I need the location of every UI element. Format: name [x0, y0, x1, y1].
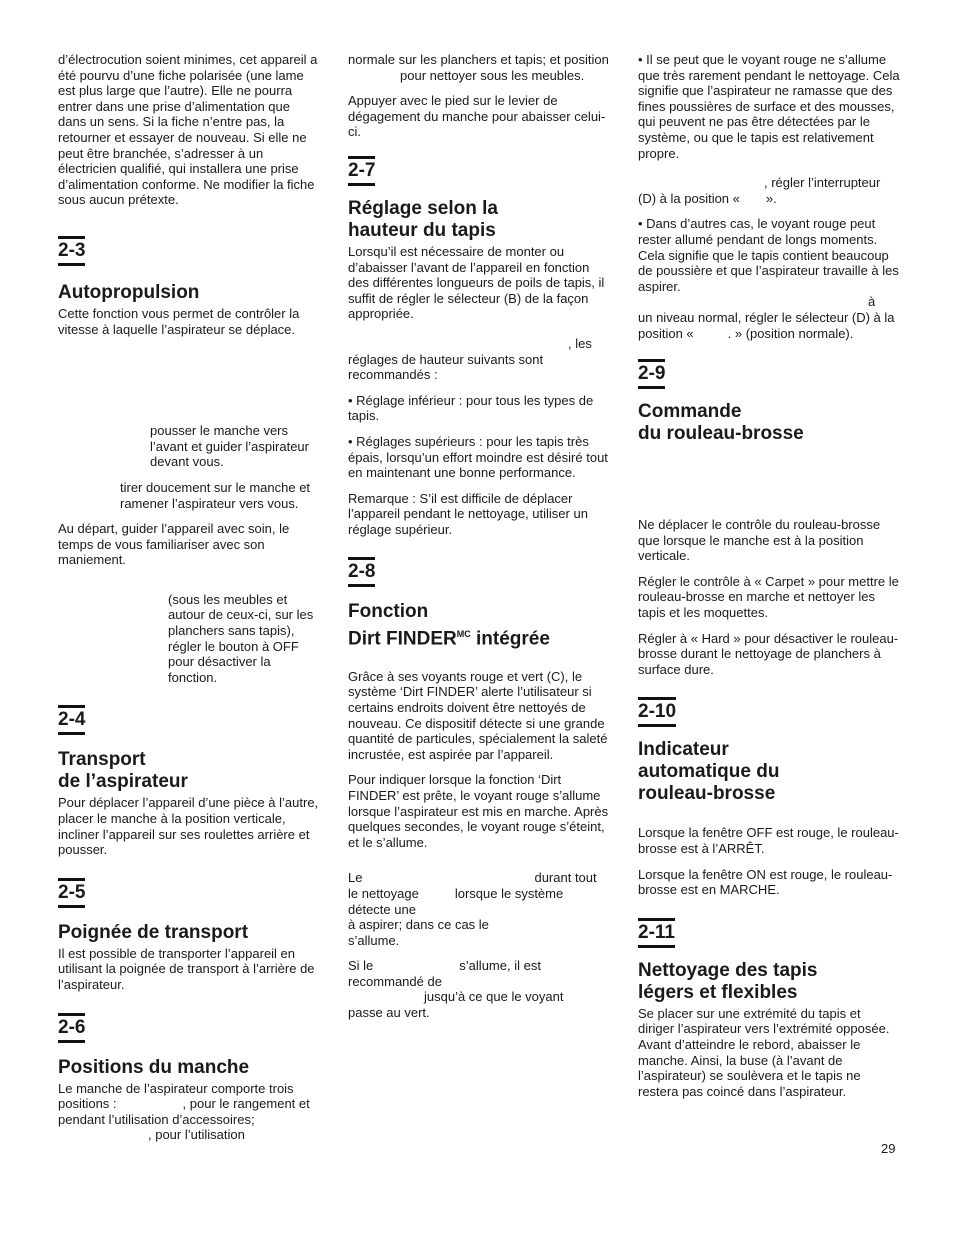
section-title: Positions du manche — [58, 1056, 250, 1078]
paragraph-text: , les — [568, 335, 592, 351]
paragraph: Pour déplacer l’appareil d’une pièce à l’autre, placer le manche à la position verticale, incliner l’appareil sur ses roulettes arrière et pousser. — [58, 795, 319, 858]
section-title: Poignée de transport — [58, 921, 249, 943]
section-2-5 — [58, 878, 320, 993]
paragraph: Cette fonction vous permet de contrôler la vitesse à laquelle l’aspirateur se déplace. — [58, 305, 300, 337]
section-2-7 — [348, 156, 610, 538]
page-number: 29 — [881, 1141, 896, 1156]
paragraph-text: , pour le rangement et pendant l’utilisation d’accessoires; — [58, 1096, 310, 1127]
paragraph-text: , régler l’interrupteur — [764, 175, 881, 191]
section-2-4 — [58, 705, 320, 857]
paragraph-text: ». — [765, 190, 777, 206]
title-line: Transport — [58, 749, 146, 771]
paragraph-text: réglages de hauteur suivants sont recommandés : — [348, 351, 544, 383]
paragraph-text: à — [868, 294, 876, 310]
section-number: 2-9 — [638, 359, 665, 389]
paragraph: Ne déplacer le contrôle du rouleau-brosse que lorsque le manche est à la position verticale. — [638, 517, 881, 564]
paragraph-text: à aspirer; dans ce cas le — [348, 917, 489, 933]
column-left — [58, 52, 320, 1153]
paragraph — [348, 52, 610, 83]
bullet-item: • Réglage inférieur : pour tous les types de tapis. — [348, 392, 594, 424]
paragraph-text: , pour l’utilisation — [148, 1127, 245, 1143]
column-middle — [348, 52, 610, 1031]
section-2-10 — [638, 697, 900, 897]
title-line: rouleau-brosse — [638, 783, 776, 805]
bullet-item: • Dans d’autres cas, le voyant rouge peut rester allumé pendant de longs moments. Cela signifie que le tapis contient beaucoup de poussière et que l’aspirateur travaille à les aspirer. — [638, 216, 899, 294]
section-2-6 — [58, 1013, 320, 1143]
intro-paragraph: d’électrocution soient minimes, cet appareil a été pourvu d’une fiche polarisée (une lame est plus large que l’autre). Elle ne pourra entrer dans une prise d’alimentation que dans un sens. Si la fiche n’entre pas, la retourner et essayer de nouveau. Si elle ne peut être branchée, s’adresser à un électricien qualifié, qui installera une prise d’alimentation conforme. Ne modifier la fiche sous aucun prétexte. — [58, 52, 318, 208]
section-title — [348, 198, 610, 242]
paragraph — [638, 294, 900, 341]
paragraph: Appuyer avec le pied sur le levier de dégagement du manche pour abaisser celui-ci. — [348, 93, 606, 140]
section-number: 2-10 — [638, 697, 676, 727]
paragraph: Lorsque la fenêtre ON est rouge, le rouleau-brosse est en MARCHE. — [638, 866, 893, 898]
paragraph: Se placer sur une extrémité du tapis et diriger l’aspirateur vers l’extrémité opposée. Avant d’atteindre le rebord, abaisser le manche. Ainsi, la buse (à l’avant de l’aspirateur) se soulèvera et le tapis ne restera pas coincé dans l’aspirateur. — [638, 1005, 890, 1099]
paragraph-text: . » (position normale). — [727, 325, 854, 341]
paragraph — [58, 423, 320, 470]
section-number: 2-6 — [58, 1013, 85, 1043]
paragraph — [58, 480, 320, 511]
title-line: Commande — [638, 401, 742, 423]
title-line: Indicateur — [638, 739, 729, 761]
paragraph: Pour indiquer lorsque la fonction ‘Dirt FINDER’ est prête, le voyant rouge s’allume lorsque l’aspirateur est mis en marche. Après quelques secondes, le voyant rouge s’éteint, et le s’allume. — [348, 772, 609, 850]
note-paragraph: Remarque : S’il est difficile de déplacer l’appareil pendant le nettoyage, utiliser un réglage supérieur. — [348, 490, 588, 537]
title-line: Dirt FINDER — [348, 628, 457, 650]
paragraph-text: passe au vert. — [348, 1005, 430, 1021]
paragraph: Régler le contrôle à « Carpet » pour mettre le rouleau-brosse en marche et nettoyer les tapis et les moquettes. — [638, 573, 899, 621]
paragraph-text: détecte une — [348, 901, 416, 917]
section-title — [58, 749, 320, 793]
paragraph-text: le nettoyage — [348, 885, 419, 901]
paragraph-text: Le manche de l’aspirateur comporte trois positions : — [58, 1080, 294, 1112]
paragraph — [348, 336, 610, 383]
paragraph-text: (sous les meubles et autour de ceux-ci, sur les planchers sans tapis), régler le bouton à OFF pour désactiver la fonction. — [168, 591, 314, 685]
paragraph-text: lorsque le système — [454, 885, 564, 901]
title-line: Fonction — [348, 601, 429, 623]
section-2-11 — [638, 918, 900, 1100]
paragraph-text: durant tout — [534, 870, 597, 886]
section-title — [348, 601, 610, 650]
column-right — [638, 52, 900, 1109]
section-number: 2-7 — [348, 156, 375, 186]
paragraph: Au départ, guider l’appareil avec soin, le temps de vous familiariser avec son maniement. — [58, 521, 290, 568]
paragraph-text: normale sur les planchers et tapis; et position — [348, 52, 609, 67]
section-title — [638, 739, 900, 805]
paragraph: Grâce à ses voyants rouge et vert (C), le système ‘Dirt FINDER’ alerte l’utilisateur si certains endroits doivent être nettoyés de nouveau. Ce dispositif détecte si une grande quantité de particules, spécialement la saleté incrustée, est aspirée par l’appareil. — [348, 668, 608, 762]
paragraph-text: un niveau normal, régler le sélecteur (D) à la position « — [638, 309, 895, 341]
paragraph-text: s’allume. — [348, 932, 400, 948]
section-number: 2-3 — [58, 236, 85, 266]
paragraph-text: pousser le manche vers l’avant et guider l’aspirateur devant vous. — [150, 423, 309, 470]
title-line: automatique du — [638, 761, 780, 783]
title-line: hauteur du tapis — [348, 219, 496, 241]
paragraph-text: jusqu’à ce que le voyant — [424, 989, 564, 1005]
section-number: 2-4 — [58, 705, 85, 735]
paragraph-text: recommandé de — [348, 973, 442, 989]
section-number: 2-5 — [58, 878, 85, 908]
paragraph: Lorsqu’il est nécessaire de monter ou d’abaisser l’avant de l’appareil en fonction des différentes longueurs de poils de tapis, il suffit de régler le sélecteur (B) de la façon appropriée. — [348, 243, 605, 322]
bullet-item: • Réglages supérieurs : pour les tapis très épais, lorsqu’un effort moindre est désiré tout en maintenant une bonne performance. — [348, 433, 608, 481]
section-number: 2-11 — [638, 918, 675, 948]
paragraph-text: pour nettoyer sous les meubles. — [400, 67, 585, 83]
paragraph-text: Si le — [348, 958, 374, 974]
section-2-3 — [58, 236, 320, 686]
paragraph — [638, 175, 900, 206]
paragraph-text: Le — [348, 870, 363, 886]
section-title — [638, 960, 900, 1004]
paragraph — [348, 958, 610, 1020]
paragraph: Il est possible de transporter l’appareil en utilisant la poignée de transport à l’arrière de l’aspirateur. — [58, 945, 315, 992]
bullet-item: • Il se peut que le voyant rouge ne s’allume que très rarement pendant le nettoyage. Cela signifie que l’aspirateur ne ramasse que des fines poussières de surface et des mousses, qui peuvent ne pas être détectées par le système, ou que le tapis est relativement propre. — [638, 52, 900, 161]
paragraph — [58, 592, 320, 686]
section-title: Autopropulsion — [58, 281, 200, 303]
section-number: 2-8 — [348, 557, 375, 587]
paragraph-text: s’allume, il est — [459, 958, 541, 974]
title-line: légers et flexibles — [638, 981, 798, 1003]
title-line: de l’aspirateur — [58, 771, 188, 793]
section-title — [638, 401, 900, 445]
title-line: du rouleau-brosse — [638, 423, 804, 445]
section-2-9 — [638, 359, 900, 677]
paragraph-text: (D) à la position « — [638, 190, 740, 206]
title-line: Réglage selon la — [348, 197, 498, 219]
title-line: Nettoyage des tapis — [638, 959, 818, 981]
section-2-8 — [348, 557, 610, 1020]
paragraph: Régler à « Hard » pour désactiver le rouleau-brosse durant le nettoyage de planchers à surface dure. — [638, 630, 899, 677]
title-line: intégrée — [470, 628, 550, 650]
paragraph — [348, 870, 610, 948]
trademark-superscript: MC — [456, 629, 471, 640]
paragraph: Lorsque la fenêtre OFF est rouge, le rouleau-brosse est à l’ARRÊT. — [638, 825, 899, 857]
paragraph — [58, 1081, 320, 1143]
paragraph-text: tirer doucement sur le manche et ramener l’aspirateur vers vous. — [120, 479, 311, 511]
